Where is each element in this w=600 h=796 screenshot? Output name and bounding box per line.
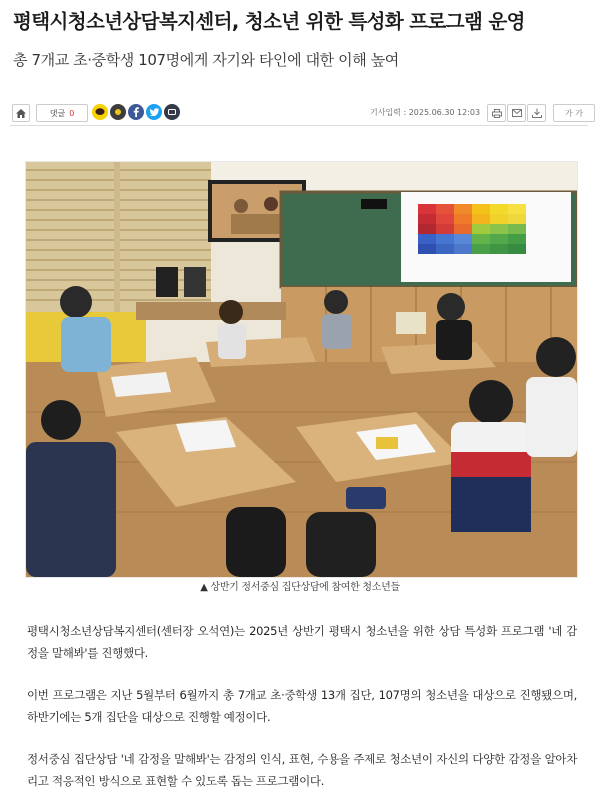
kakaotalk-icon[interactable] <box>92 104 108 120</box>
print-button[interactable] <box>487 104 506 122</box>
twitter-icon[interactable] <box>146 104 162 120</box>
print-icon <box>492 109 502 118</box>
kakaostory-icon[interactable] <box>110 104 126 120</box>
article-paragraph: 정서중심 집단상담 '네 감정을 말해봐'는 감정의 인식, 표현, 수용을 주제로 청소년이 자신의 다양한 감정을 알아차리고 적응적인 방식으로 표현할 수 있도록 돕는 프로그램이다. <box>27 752 577 788</box>
article-date: 기사입력 : 2025.06.30 12:03 <box>370 108 481 117</box>
article-subheadline: 총 7개교 초·중학생 107명에게 자기와 타인에 대한 이해 높여 <box>13 51 399 69</box>
header-divider <box>10 125 588 126</box>
article-toolbar <box>10 104 590 122</box>
article-paragraph: 평택시청소년상담복지센터(센터장 오석연)는 2025년 상반기 평택시 청소년을 위한 상담 특성화 프로그램 '네 감정을 말해봐'를 진행했다. <box>27 624 577 660</box>
band-icon[interactable] <box>164 104 180 120</box>
home-button[interactable] <box>12 104 30 122</box>
facebook-icon[interactable] <box>128 104 144 120</box>
article-photo <box>25 161 578 578</box>
article-paragraph: 이번 프로그램은 지난 5월부터 6월까지 총 7개교 초·중학생 13개 집단, 107명의 청소년을 대상으로 진행됐으며, 하반기에는 5개 집단을 대상으로 진행할 예정이다. <box>27 688 577 724</box>
article-headline: 평택시청소년상담복지센터, 청소년 위한 특성화 프로그램 운영 <box>13 10 525 33</box>
save-icon <box>532 108 542 118</box>
comment-button[interactable] <box>36 104 88 122</box>
save-button[interactable] <box>527 104 546 122</box>
photo-caption: ▲ 상반기 정서중심 집단상담에 참여한 청소년들 <box>200 582 400 593</box>
mail-icon <box>512 109 522 117</box>
font-size-button[interactable]: 가 가 <box>553 104 595 122</box>
home-icon <box>16 109 26 118</box>
comment-label: 댓글 <box>49 108 66 118</box>
mail-button[interactable] <box>507 104 526 122</box>
comment-count: 0 <box>69 108 75 118</box>
